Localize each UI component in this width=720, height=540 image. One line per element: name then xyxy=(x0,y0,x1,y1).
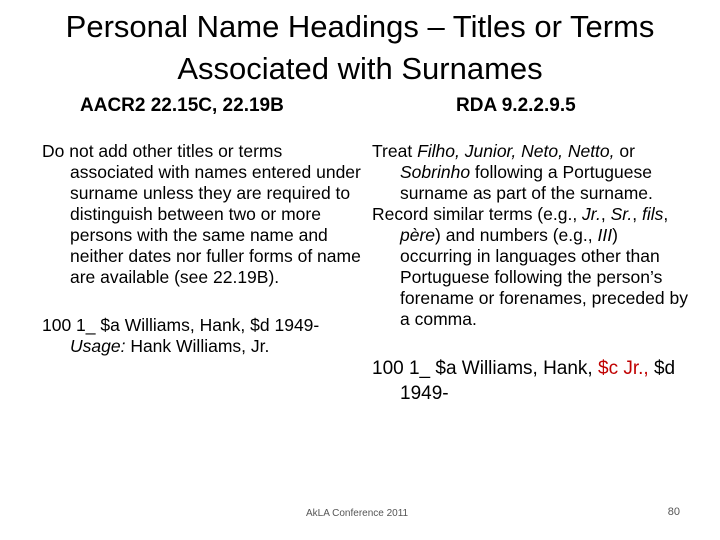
rda-p2-sep: , xyxy=(600,204,611,224)
rda-p2-sep-3: , xyxy=(663,204,669,224)
aacr2-example-record: 100 1_ $a Williams, Hank, $d 1949- xyxy=(42,315,320,335)
rda-column xyxy=(372,141,692,406)
rda-p2-iii: III xyxy=(597,225,613,245)
rda-p2-jr: Jr. xyxy=(582,204,601,224)
rda-p2-fils: fils xyxy=(642,204,664,224)
rda-example-date: $d 1949- xyxy=(400,358,676,404)
rda-p2-sep-2: , xyxy=(632,204,643,224)
aacr2-rule-paragraph: Do not add other titles or terms associated with names entered under surname unless they are required to distinguish between two or more persons with the same name and neither dates nor fuller forms of name are available (see 22.19B). xyxy=(42,141,361,287)
footer-conference: AkLA Conference 2011 xyxy=(306,508,409,519)
rda-p2-text-2: ) and numbers (e.g., xyxy=(435,225,598,245)
rda-p1-terms: Filho, Junior, Neto, Netto, xyxy=(417,141,615,161)
rda-p1-text-3: following a Portuguese surname as part of the surname. xyxy=(400,162,653,203)
aacr2-example xyxy=(42,315,362,357)
usage-text: Hank Williams, Jr. xyxy=(125,336,270,356)
rda-p2-text-3: ) occurring in languages other than Portuguese following the person’s forename or forenames, preceded by a comma. xyxy=(400,225,688,329)
title-line-2: Associated with Surnames xyxy=(177,51,543,86)
rda-example xyxy=(372,356,692,406)
usage-label: Usage: xyxy=(70,336,126,356)
rda-example-record: 100 1_ $a Williams, Hank, xyxy=(372,358,598,379)
aacr2-heading: AACR2 22.15C, 22.19B xyxy=(80,95,284,116)
title-line-1: Personal Name Headings – Titles or Terms xyxy=(65,9,655,44)
rda-example-jr-highlight: $c Jr., xyxy=(598,358,649,379)
slide-title xyxy=(20,6,700,90)
page-number: 80 xyxy=(667,506,680,518)
rda-p1-term-sobrinho: Sobrinho xyxy=(400,162,471,182)
rda-heading: RDA 9.2.2.9.5 xyxy=(456,95,576,116)
rda-p1-text: Treat xyxy=(372,141,418,161)
rda-p2-pere: père xyxy=(400,225,436,245)
aacr2-column xyxy=(42,141,362,357)
rda-p1-text-2: or xyxy=(614,141,635,161)
rda-p2-text: Record similar terms (e.g., xyxy=(372,204,583,224)
rda-p2-sr: Sr. xyxy=(610,204,633,224)
rda-paragraph-2 xyxy=(372,204,692,330)
rda-paragraph-1 xyxy=(372,141,692,204)
